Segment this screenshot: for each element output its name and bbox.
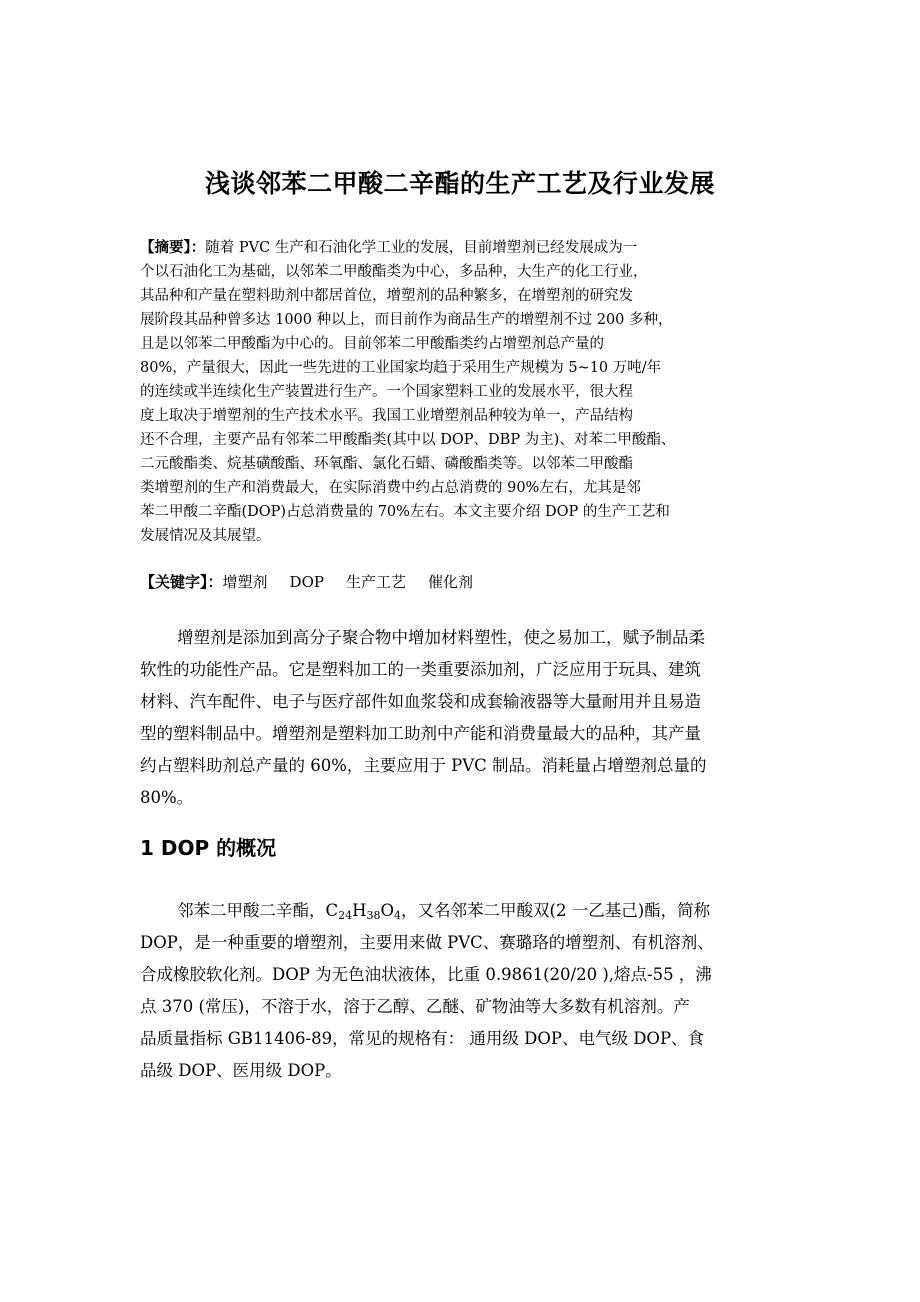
keyword: 增塑剂 bbox=[222, 573, 268, 591]
abstract-line: 还不合理，主要产品有邻苯二甲酸酯类(其中以 DOP、DBP 为主)、对苯二甲酸酯、 bbox=[140, 432, 676, 448]
paragraph-line: 80%。 bbox=[140, 788, 194, 807]
abstract-line: 其品种和产量在塑料助剂中都居首位，增塑剂的品种繁多，在增塑剂的研究发 bbox=[140, 288, 633, 304]
subscript: 4 bbox=[394, 909, 402, 922]
section-heading: 1 DOP 的概况 bbox=[140, 836, 277, 860]
abstract-label-colon: ： bbox=[190, 240, 206, 256]
paragraph-line: 型的塑料制品中。增塑剂是塑料加工助剂中产能和消费量最大的品种，其产量 bbox=[140, 724, 701, 743]
paragraph-line: 品质量指标 GB11406-89，常见的规格有： 通用级 DOP、电气级 DOP、食 bbox=[140, 1029, 705, 1048]
paragraph-line: 约占塑料助剂总产量的 60%，主要应用于 PVC 制品。消耗量占增塑剂总量的 bbox=[140, 756, 707, 775]
abstract-line: 个以石油化工为基础，以邻苯二甲酸酯类为中心，多品种，大生产的化工行业， bbox=[140, 264, 648, 280]
abstract-line: 的连续或半连续化生产装置进行生产。一个国家塑料工业的发展水平，很大程 bbox=[140, 384, 633, 400]
keywords-section bbox=[140, 569, 790, 595]
paragraph-line: 品级 DOP、医用级 DOP。 bbox=[140, 1061, 342, 1080]
text-segment: H bbox=[352, 901, 367, 920]
abstract-section bbox=[140, 236, 790, 548]
abstract-line: 80%，产量很大，因此一些先进的工业国家均趋于采用生产规模为 5~10 万吨/年 bbox=[140, 360, 662, 376]
document-title: 浅谈邻苯二甲酸二辛酯的生产工艺及行业发展 bbox=[204, 169, 715, 198]
keyword: 生产工艺 bbox=[345, 573, 406, 591]
subscript: 24 bbox=[338, 909, 353, 922]
abstract-text: 随着 PVC 生产和石油化学工业的发展，目前增塑剂已经发展成为一 bbox=[205, 240, 638, 256]
text-segment: 邻苯二甲酸二辛酯，C bbox=[177, 901, 339, 920]
keywords-label: 【关键字】 bbox=[140, 573, 208, 591]
paragraph-line: 软性的功能性产品。它是塑料加工的一类重要添加剂，广泛应用于玩具、建筑 bbox=[140, 660, 701, 679]
subscript: 38 bbox=[366, 909, 381, 922]
abstract-line: 发展情况及其展望。 bbox=[140, 528, 271, 544]
abstract-line: 二元酸酯类、烷基磺酸酯、环氧酯、氯化石蜡、磷酸酯类等。以邻苯二甲酸酯 bbox=[140, 456, 633, 472]
abstract-line: 且是以邻苯二甲酸酯为中心的。目前邻苯二甲酸酯类约占增塑剂总产量的 bbox=[140, 336, 604, 352]
abstract-label: 【摘要】 bbox=[140, 240, 191, 256]
paragraph-line: 合成橡胶软化剂。DOP 为无色油状液体，比重 0.9861(20/20 ),熔点-55 ，沸 bbox=[140, 965, 712, 984]
abstract-line: 苯二甲酸二辛酯(DOP)占总消费量的 70%左右。本文主要介绍 DOP 的生产工艺和 bbox=[140, 504, 670, 520]
abstract-line: 度上取决于增塑剂的生产技术水平。我国工业增塑剂品种较为单一，产品结构 bbox=[140, 408, 633, 424]
abstract-line: 类增塑剂的生产和消费最大，在实际消费中约占总消费的 90%左右，尤其是邻 bbox=[140, 480, 641, 496]
keyword: 催化剂 bbox=[427, 573, 473, 591]
keyword: DOP bbox=[289, 573, 324, 591]
abstract-line bbox=[140, 236, 790, 260]
paragraph-line: 材料、汽车配件、电子与医疗部件如血浆袋和成套输液器等大量耐用并且易造 bbox=[140, 692, 701, 711]
paragraph-line: 增塑剂是添加到高分子聚合物中增加材料塑性，使之易加工，赋予制品柔 bbox=[177, 628, 705, 647]
paragraph-line bbox=[140, 895, 790, 927]
intro-paragraph bbox=[140, 622, 790, 814]
abstract-line: 展阶段其品种曾多达 1000 种以上，而目前作为商品生产的增塑剂不过 200 多种， bbox=[140, 312, 673, 328]
text-segment: ，又名邻苯二甲酸双(2 一乙基己)酯，简称 bbox=[401, 901, 711, 920]
dop-overview-paragraph bbox=[140, 895, 790, 1087]
keywords-label-colon: ： bbox=[207, 573, 223, 591]
paragraph-line: 点 370 (常压)，不溶于水，溶于乙醇、乙醚、矿物油等大多数有机溶剂。产 bbox=[140, 997, 690, 1016]
paragraph-line: DOP，是一种重要的增塑剂，主要用来做 PVC、赛璐珞的增塑剂、有机溶剂、 bbox=[140, 933, 714, 952]
text-segment: O bbox=[380, 901, 395, 920]
